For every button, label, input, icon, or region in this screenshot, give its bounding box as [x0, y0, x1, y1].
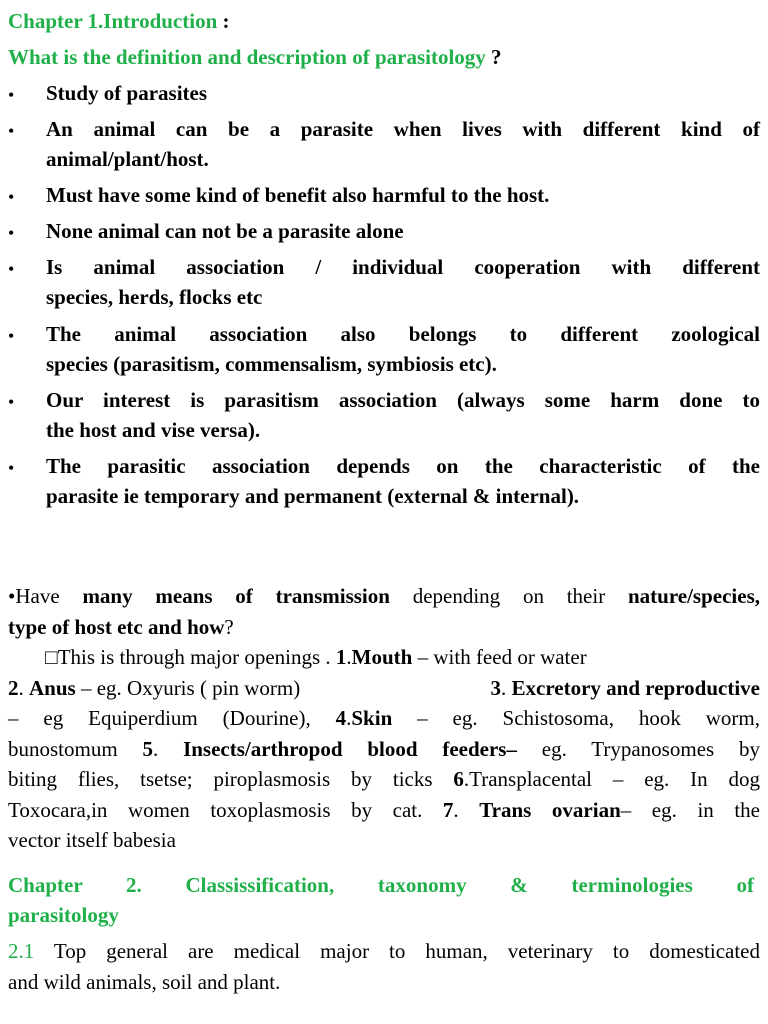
bullet-item-3-line1: Must have some kind of benefit also harmful to the host.	[46, 183, 550, 207]
bullet-item-7-line2: the host and vise versa).	[46, 418, 261, 442]
bullet-item-8-line2: parasite ie temporary and permanent (external & internal).	[46, 484, 580, 508]
section-2-1-line2: and wild animals, soil and plant.	[8, 969, 281, 994]
route-mouth: Mouth	[351, 645, 413, 669]
bullet-dot: •	[8, 85, 15, 105]
bullet-dot: •	[8, 584, 16, 608]
transmission-line-1: •Have many means of transmission depending on their nature/species,	[8, 584, 760, 608]
chapter2-title	[8, 870, 754, 930]
route-trans-ovarian: Trans ovarian	[479, 797, 621, 822]
bullet-item-5-line2: species, herds, flocks etc	[46, 285, 263, 309]
bullet-item-7	[46, 385, 760, 445]
bullet-item-5-line1: Is animal association / individual cooperation with different	[46, 255, 760, 279]
bullet-item-1	[46, 78, 760, 108]
bullet-item-2-line2: animal/plant/host.	[46, 147, 209, 171]
transmission-line-3: □This is through major openings . 1.Mouth – with feed or water	[45, 645, 587, 669]
chapter2-title-line1: Chapter 2. Classissification, taxonomy & terminologies of	[8, 873, 754, 897]
bullet-item-7-line1: Our interest is parasitism association (always some harm done to	[46, 388, 760, 412]
bullet-dot: •	[8, 392, 15, 412]
route-skin: Skin	[351, 706, 393, 730]
section-2-1-paragraph	[8, 936, 760, 997]
bullet-item-8-line1: The parasitic association depends on the characteristic of the	[46, 454, 760, 478]
emphasis-text: many means of transmission	[82, 584, 390, 608]
transmission-line-6: bunostomum 5. Insects/arthropod blood feeders– eg. Trypanosomes by	[8, 736, 760, 761]
chapter1-title-text: Chapter 1.Introduction	[8, 9, 218, 33]
route-excretory: Excretory and reproductive	[511, 675, 760, 700]
transmission-line-4: 2. Anus – eg. Oxyuris ( pin worm) 3. Excretory and reproductive	[8, 673, 760, 704]
section-2-1-line1: 2.1 Top general are medical major to human, veterinary to domesticated	[8, 939, 760, 963]
transmission-line-2: type of host etc and how?	[8, 614, 234, 639]
bullet-item-1-line1: Study of parasites	[46, 81, 208, 105]
bullet-dot: •	[8, 121, 15, 141]
bullet-item-6	[46, 319, 760, 379]
bullet-item-6-line2: species (parasitism, commensalism, symbiosis etc).	[46, 352, 497, 376]
bullet-item-3	[46, 180, 760, 210]
chapter1-question-mark: ?	[485, 45, 502, 69]
route-anus: Anus	[29, 675, 76, 700]
route-insects: Insects/arthropod blood feeders–	[183, 736, 517, 761]
bullet-item-2	[46, 114, 760, 174]
section-number: 2.1	[8, 939, 35, 963]
bullet-dot: •	[8, 223, 15, 243]
bullet-item-4	[46, 216, 760, 246]
transmission-line-5: – eg Equiperdium (Dourine), 4.Skin – eg. Schistosoma, hook worm,	[8, 706, 760, 730]
transmission-line-7: biting flies, tsetse; piroplasmosis by ticks 6.Transplacental – eg. In dog	[8, 767, 760, 791]
bullet-item-6-line1: The animal association also belongs to different zoological	[46, 322, 760, 346]
bullet-item-2-line1: An animal can be a parasite when lives with different kind of	[46, 117, 760, 141]
box-glyph-icon: □	[45, 645, 58, 669]
bullet-dot: •	[8, 187, 15, 207]
transmission-line-8: Toxocara,in women toxoplasmosis by cat. 7. Trans ovarian– eg. in the	[8, 797, 760, 822]
bullet-dot: •	[8, 458, 15, 478]
chapter1-title	[8, 9, 230, 33]
emphasis-text: type of host etc and how	[8, 614, 225, 639]
chapter1-title-punct: :	[217, 9, 230, 33]
bullet-dot: •	[8, 326, 15, 346]
chapter1-question	[8, 45, 502, 69]
chapter1-question-text: What is the definition and description of parasitology	[8, 45, 486, 69]
bullet-item-5	[46, 252, 760, 312]
emphasis-text: nature/species,	[627, 584, 760, 608]
transmission-line-9: vector itself babesia	[8, 828, 176, 852]
chapter2-title-line2: parasitology	[8, 903, 119, 927]
route-3: 3. Excretory and reproductive	[490, 675, 760, 700]
transmission-paragraph	[8, 581, 760, 856]
bullet-item-8	[46, 451, 760, 511]
bullet-item-4-line1: None animal can not be a parasite alone	[46, 219, 404, 243]
bullet-dot: •	[8, 259, 15, 279]
